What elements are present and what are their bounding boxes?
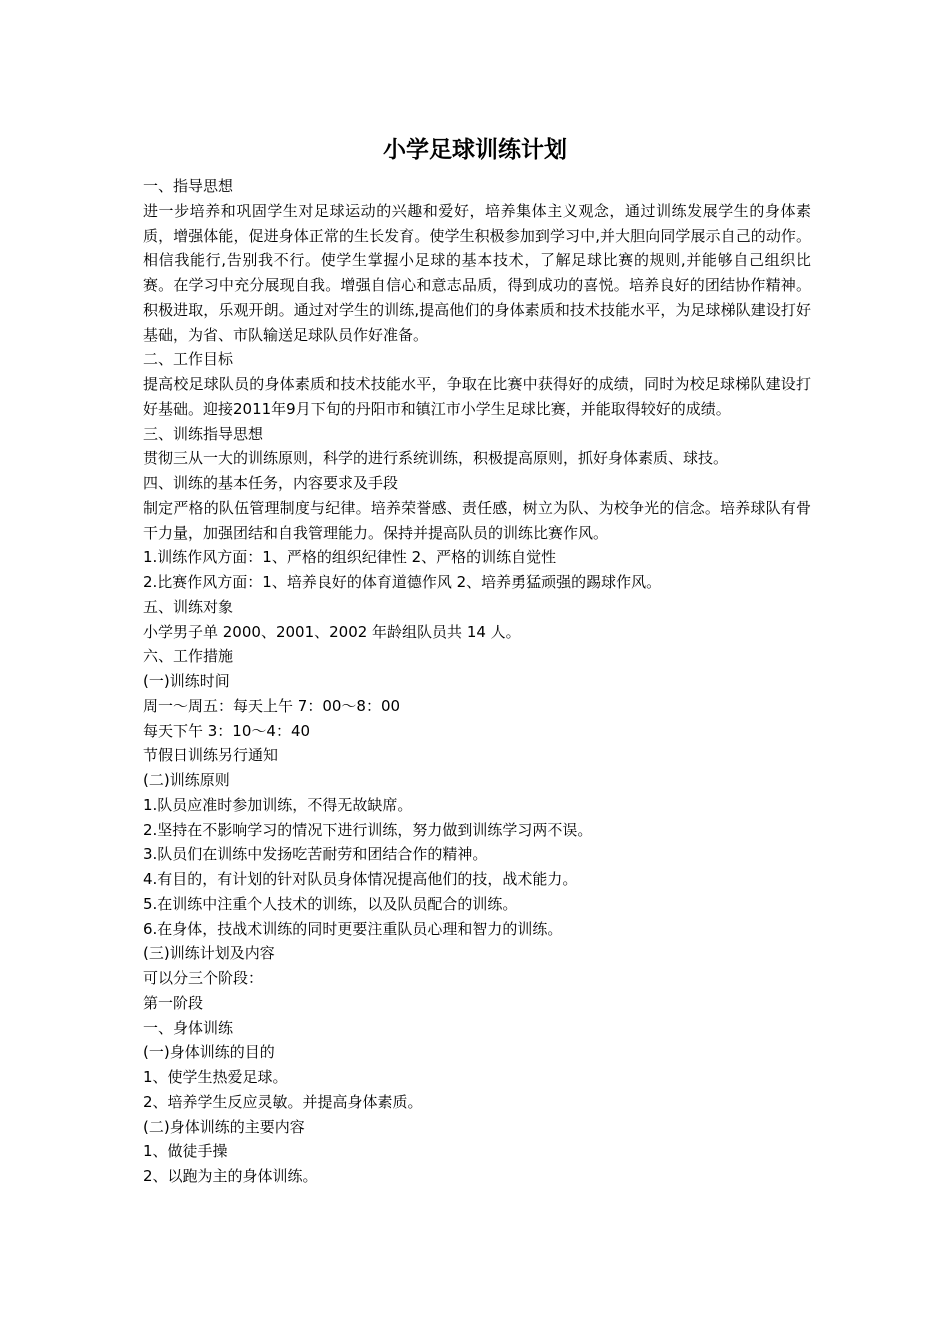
paragraph: 第一阶段 [143,993,204,1012]
list-item: 6.在身体，技战术训练的同时更要注重队员心理和智力的训练。 [143,919,563,938]
paragraph: 制定严格的队伍管理制度与纪律。培养荣誉感、责任感，树立为队、为校争光的信念。培养球队有骨干力量，加强团结和自我管理能力。保持并提高队员的训练比赛作风。 [143,498,811,542]
paragraph: 可以分三个阶段： [143,969,264,987]
list-item: 3.队员们在训练中发扬吃苦耐劳和团结合作的精神。 [143,845,488,864]
list-item: 5.在训练中注重个人技术的训练，以及队员配合的训练。 [143,894,518,913]
section-heading: 四、训练的基本任务，内容要求及手段 [143,474,399,492]
section-heading: 一、指导思想 [143,177,234,195]
list-item: 2、培养学生反应灵敏。并提高身体素质。 [143,1092,423,1111]
paragraph: 节假日训练另行通知 [143,746,279,765]
list-item: 2、以跑为主的身体训练。 [143,1167,318,1185]
list-item: 1.队员应准时参加训练，不得无故缺席。 [143,795,413,814]
list-item: 1、使学生热爱足球。 [143,1068,288,1086]
list-item: 2.坚持在不影响学习的情况下进行训练，努力做到训练学习两不误。 [143,820,593,839]
paragraph: 周一～周五：每天上午 7：00～8：00 [143,696,401,715]
list-item: 1.训练作风方面：1、严格的组织纪律性 2、严格的训练自觉性 [143,548,557,567]
section-heading: 二、工作目标 [143,350,234,369]
subsection-heading: (二)身体训练的主要内容 [143,1117,305,1136]
document-body [143,174,811,1189]
list-item: 1、做徒手操 [143,1142,228,1161]
paragraph: 提高校足球队员的身体素质和技术技能水平，争取在比赛中获得好的成绩，同时为校足球梯队建设打好基础。迎接2011年9月下旬的丹阳市和镇江市小学生足球比赛，并能取得较好的成绩。 [143,375,811,418]
list-item: 4.有目的，有计划的针对队员身体情况提高他们的技，战术能力。 [143,870,578,888]
paragraph: 每天下午 3：10～4：40 [143,721,311,740]
section-heading: 一、身体训练 [143,1018,234,1037]
document-title: 小学足球训练计划 [383,137,567,163]
subsection-heading: (二)训练原则 [143,771,230,789]
paragraph: 小学男子单 2000、2001、2002 年龄组队员共 14 人。 [143,622,521,641]
list-item: 2.比赛作风方面：1、培养良好的体育道德作风 2、培养勇猛顽强的踢球作风。 [143,573,662,591]
paragraph: 进一步培养和巩固学生对足球运动的兴趣和爱好，培养集体主义观念，通过训练发展学生的身体素质，增强体能，促进身体正常的生长发育。使学生积极参加到学习中,并大胆向同学展示自己的动作。相信我能行,告别我不行。使学生掌握小足球的基本技术，了解足球比赛的规则,并能够自己组织比赛。在学习中充分展现自我。增强自信心和意志品质，得到成功的喜悦。培养良好的团结协作精神。积极进取，乐观开朗。通过对学生的训练,提高他们的身体素质和技术技能水平，为足球梯队建设打好基础，为省、市队输送足球队员作好准备。 [143,201,811,344]
subsection-heading: (三)训练计划及内容 [143,944,275,963]
section-heading: 三、训练指导思想 [143,424,264,443]
section-heading: 六、工作措施 [143,647,234,666]
subsection-heading: (一)训练时间 [143,672,230,690]
subsection-heading: (一)身体训练的目的 [143,1043,275,1062]
section-heading: 五、训练对象 [143,597,234,616]
paragraph: 贯彻三从一大的训练原则，科学的进行系统训练，积极提高原则，抓好身体素质、球技。 [143,449,729,468]
